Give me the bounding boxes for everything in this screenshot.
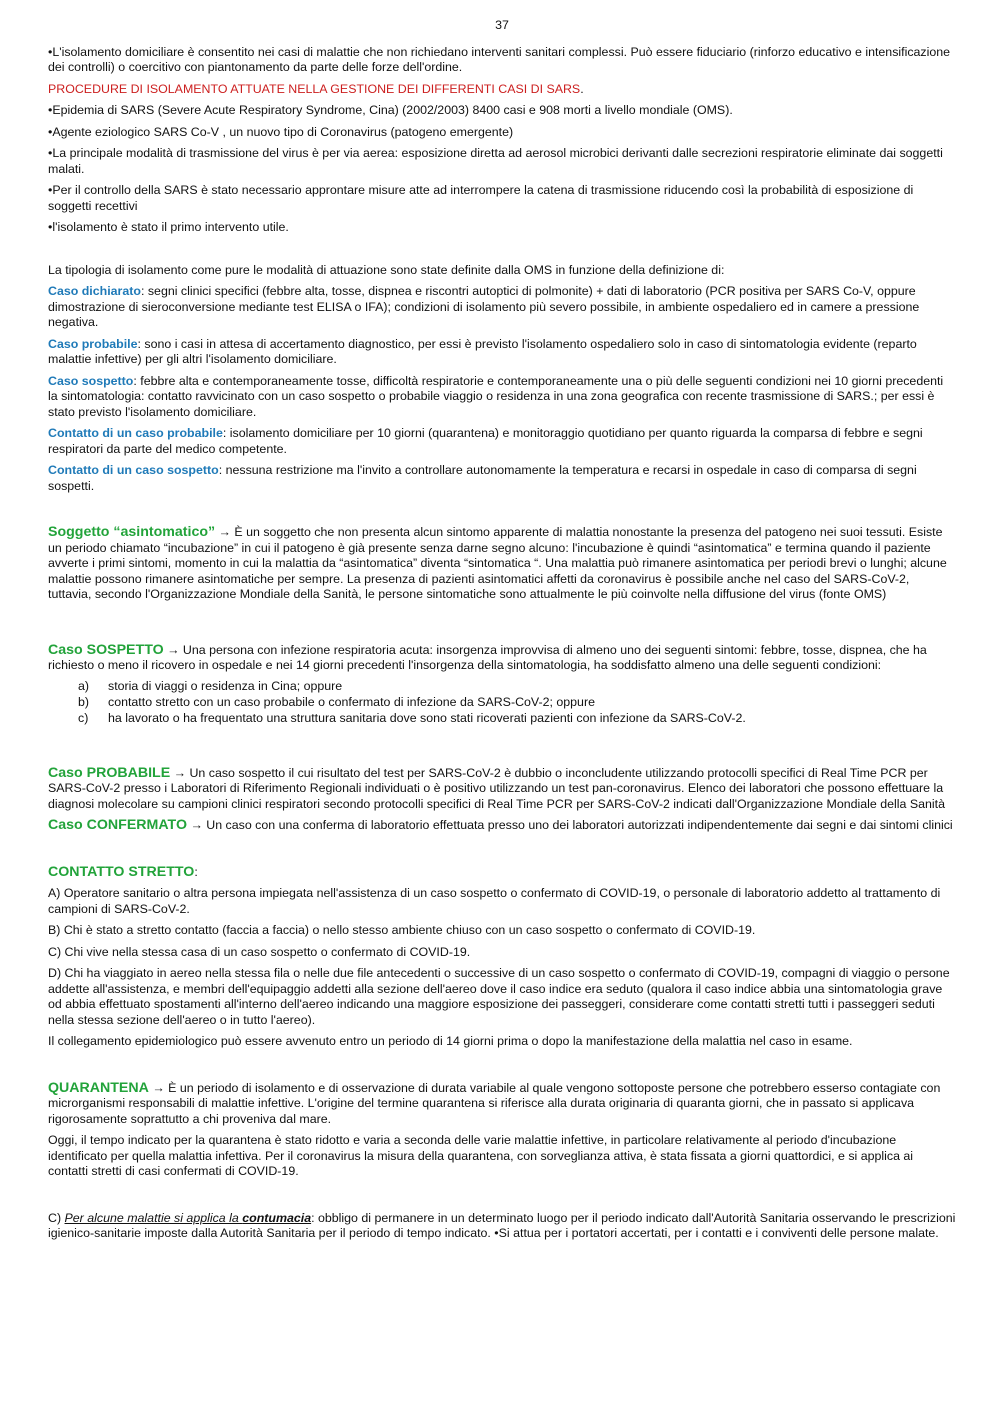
definition-contatto-sospetto: Contatto di un caso sospetto: nessuna restrizione ma l'invito a controllare autonomamente la temperatura e recarsi in ospedale in caso di comparsa di segni sospetti. [48,463,917,493]
caso-confermato-paragraph: Caso CONFERMATO → Un caso con una conferma di laboratorio effettuata presso uno dei laboratori autorizzati indipendentemente dai segni e dai sintomi clinici [48,817,953,833]
list-item: c) ha lavorato o ha frequentato una struttura sanitaria dove sono stati ricoverati pazienti con infezione da SARS-CoV-2. [78,710,746,725]
contatto-item: B) Chi è stato a stretto contatto (faccia a faccia) o nello stesso ambiente chiuso con un caso sospetto o confermato di COVID-19. [48,923,756,937]
page-number: 37 [495,18,509,32]
list-item: a) storia di viaggi o residenza in Cina; oppure [78,678,343,693]
intro-paragraph: •Agente eziologico SARS Co-V , un nuovo tipo di Coronavirus (patogeno emergente) [48,124,514,139]
definition-caso-probabile: Caso probabile: sono i casi in attesa di accertamento diagnostico, per essi è previsto l'isolamento ospedaliero solo in caso di sintomatologia evidente (reparto malattie infettive) per gli altri l'isolamento domiciliare. [48,336,917,366]
contatto-item: C) Chi vive nella stessa casa di un caso sospetto o confermato di COVID-19. [48,944,471,959]
sospetto-conditions-list [78,678,956,726]
quarantena-paragraph: QUARANTENA → È un periodo di isolamento e di osservazione di durata variabile al quale vengono sottoposte persone che potrebbero esserso contagiate con microrganismi responsabili di malattie infettive. L'origine del termine quarantena si riferisce alla durata originaria di quaranta giorni, che in passato si applicava rigorosamente soprattutto a chi proveniva dal mare. [48,1079,941,1126]
quarantena-paragraph-2: Oggi, il tempo indicato per la quarantena è stato ridotto e varia a seconda delle varie malattie infettive, in particolare relativamente al periodo d'incubazione identificato per quella malattia infettiva. Per il coronavirus la misura della quarantena, con sorveglianza attiva, è stata fissata a giorni quattordici, e si applica ai contatti stretti di casi confermati di COVID-19. [48,1133,914,1178]
oms-intro: La tipologia di isolamento come pure le modalità di attuazione sono state definite dalla OMS in funzione della definizione di: [48,262,725,277]
caso-probabile-paragraph: Caso PROBABILE → Un caso sospetto il cui risultato del test per SARS-CoV-2 è dubbio o inconcludente utilizzando protocolli specifici di Real Time PCR per SARS-CoV-2 presso i Laboratori di Riferimento Regionali individuati o è positivo utilizzando un test pan-coronavirus. Elenco dei laboratori che possono effettuare la diagnosi molecolare su campioni clinici respiratori secondo protocolli specifici di Real Time PCR per SARS-CoV-2 indicati dall'Organizzazione Mondiale della Sanità [48,764,945,811]
contatto-item: D) Chi ha viaggiato in aereo nella stessa fila o nelle due file antecedenti o successive di un caso sospetto o confermato di COVID-19, compagni di viaggio o persone addette all'assistenza, e membri dell'equipaggio addetti alla sezione dell'aereo dove il caso indice era seduto (qualora il caso indice abbia una sintomatologia grave od abbia effettuato spostamenti all'interno dell'aereo indicando una maggiore esposizione dei passeggeri, considerare come contatti stretti tutti i passeggeri seduti nella stessa sezione dell'aereo o in tutto l'aereo). [48,966,950,1027]
contatto-item: Il collegamento epidemiologico può essere avvenuto entro un periodo di 14 giorni prima o dopo la manifestazione della malattia nel caso in esame. [48,1034,853,1048]
definition-caso-dichiarato: Caso dichiarato: segni clinici specifici (febbre alta, tosse, dispnea e riscontri autoptici di polmonite) + dati di laboratorio (PCR positiva per SARS Co-V, oppure dimostrazione di sieroconversione mediante test ELISA o IFA); condizioni di isolamento più severo possibile, in ambiente ospedaliero ed in camere a pressione negativa. [48,284,920,329]
list-item: b) contatto stretto con un caso probabile o confermato di infezione da SARS-CoV-2; oppure [78,694,595,709]
definition-caso-sospetto: Caso sospetto: febbre alta e contemporaneamente tosse, difficoltà respiratorie e contemporaneamente una o più delle seguenti condizioni nei 10 giorni precedenti la sintomatologia: contatto ravvicinato con un caso sospetto o probabile viaggio o residenza in una zona geografica con recente trasmissione di SARS.; per essi è stato previsto l'isolamento domiciliare. [48,373,944,419]
contumacia-paragraph: C) Per alcune malattie si applica la contumacia: obbligo di permanere in un determinato luogo per il periodo indicato dall'Autorità Sanitaria osservando le prescrizioni igienico-sanitarie imposte dalla Autorità Sanitaria per il periodo di tempo indicato. •Si attua per i portatori accertati, per i contatti e i conviventi delle persone malate. [48,1210,956,1240]
contatto-item: A) Operatore sanitario o altra persona impiegata nell'assistenza di un caso sospetto o confermato di COVID-19, o personale di laboratorio addetto al trattamento di campioni di SARS-CoV-2. [48,886,941,916]
intro-paragraph: •La principale modalità di trasmissione del virus è per via aerea: esposizione diretta ad aerosol microbici derivanti dalle secrezioni respiratorie eliminate dai soggetti malati. [48,146,943,176]
document-page [48,18,956,1248]
asintomatico-paragraph: Soggetto “asintomatico” → È un soggetto che non presenta alcun sintomo apparente di malattia nonostante la presenza del patogeno nei suoi tessuti. Esiste un periodo chiamato “incubazione” in cui il patogeno è già presente senza darne segno alcuno: l'incubazione è quindi “asintomatica” e termina quando il paziente avverte i primi sintomi, momento in cui la malattia da “asintomatica” diventa “sintomatica “. Una malattia può rimanere asintomatica per periodi brevi o lunghi; alcune malattie possono rimanere asintomatiche per sempre. La presenza di pazienti asintomatici affetti da coronavirus è possibile anche nel caso del SARS-CoV-2, tuttavia, secondo l'Organizzazione Mondiale della Sanità, le persone sintomatiche sono attualmente le più coinvolte nella diffusione del virus (fonte OMS) [48,524,947,601]
section-heading-red: PROCEDURE DI ISOLAMENTO ATTUATE NELLA GESTIONE DEI DIFFERENTI CASI DI SARS. [48,81,584,96]
intro-paragraph: •L'isolamento domiciliare è consentito nei casi di malattie che non richiedano interventi sanitari complessi. Può essere fiduciario (rinforzo educativo e intensificazione dei controlli) o coercitivo con piantonamento da parte delle forze dell'ordine. [48,44,951,74]
caso-sospetto-paragraph: Caso SOSPETTO → Una persona con infezione respiratoria acuta: insorgenza improvvisa di almeno uno dei seguenti sintomi: febbre, tosse, dispnea, che ha richiesto o meno il ricovero in ospedale e nei 14 giorni precedenti l'insorgenza della sintomatologia, ha soddisfatto almeno una delle seguenti condizioni: [48,641,927,672]
contatto-stretto-heading: CONTATTO STRETTO: [48,863,198,880]
intro-paragraph: •Per il controllo della SARS è stato necessario approntare misure atte ad interrompere la catena di trasmissione riducendo così la probabilità di esposizione di soggetti recettivi [48,183,914,213]
definition-contatto-probabile: Contatto di un caso probabile: isolamento domiciliare per 10 giorni (quarantena) e monitoraggio quotidiano per quanto riguarda la comparsa di febbre e segni respiratori da parte del medico competente. [48,426,923,456]
intro-paragraph: •Epidemia di SARS (Severe Acute Respiratory Syndrome, Cina) (2002/2003) 8400 casi e 908 morti a livello mondiale (OMS). [48,103,733,117]
intro-paragraph: •l'isolamento è stato il primo intervento utile. [48,220,289,234]
